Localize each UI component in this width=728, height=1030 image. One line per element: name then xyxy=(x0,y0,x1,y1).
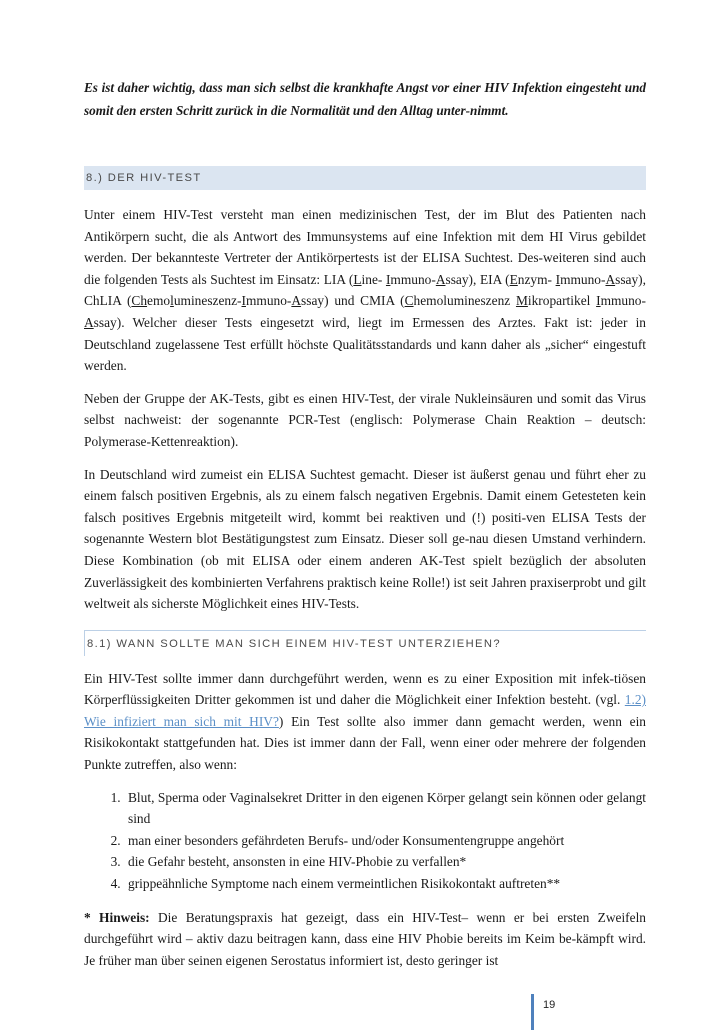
list-item: 1. Blut, Sperma oder Vaginalsekret Dritter in den eigenen Körper gelangt sein können oder gelangt sind xyxy=(124,787,646,830)
list-item: 4. grippeähnliche Symptome nach einem vermeintlichen Risikokontakt auftreten** xyxy=(124,873,646,895)
page-number: 19 xyxy=(543,999,556,1011)
risk-criteria-list xyxy=(84,787,646,895)
list-item: 2. man einer besonders gefährdeten Berufs- und/oder Konsumentengruppe angehört xyxy=(124,830,646,852)
paragraph-pcr-test: Neben der Gruppe der AK-Tests, gibt es einen HIV-Test, der virale Nukleinsäuren und somit das Virus selbst nachweist: der sogenannte PCR-Test (englisch: Polymerase Chain Reaktion – deutsch: Polymerase-Kettenreaktion). xyxy=(84,390,646,449)
paragraph-hiv-test-definition: Unter einem HIV-Test versteht man einen medizinischen Test, der im Blut des Patienten nach Antikörpern sucht, die als Antwort des Immunsystems auf eine Infektion mit dem HI Virus gebildet werden. Der bekannteste Vertreter der Antikörpertests ist der ELISA Suchtest. Des-weiteren sind auch die folgenden Tests als Suchtest im Einsatz: LIA (Line- Immuno-Assay), EIA (Enzym- Immuno-Assay), ChLIA (Chemolumineszenz-Immuno-Assay) und CMIA (Chemolumineszenz Mikropartikel Immuno-Assay). Welcher dieser Tests eingesetzt wird, liegt im Ermessen des Arztes. Fakt ist: jeder in Deutschland zugelassene Test erfüllt höchste Qualitätsstandards und kann daher als „sicher“ eingestuft werden. xyxy=(84,207,646,374)
list-item: 3. die Gefahr besteht, ansonsten in eine HIV-Phobie zu verfallen* xyxy=(124,851,646,873)
footer-accent-bar xyxy=(531,994,534,1030)
paragraph-elisa-test: In Deutschland wird zumeist ein ELISA Suchtest gemacht. Dieser ist äußerst genau und führt eher zu einem falsch positiven Ergebnis, als zu einem falsch negativen Ergebnis. Damit einem Getesteten kein falsch positives Ergebnis mitgeteilt wird, kommt bei reaktiven und (!) positi-ven ELISA Tests der sogenannte Western blot Bestätigungstest zum Einsatz. Dieser soll ge-nau diesen Umstand verhindern. Diese Kombination (ob mit ELISA oder einem anderen AK-Test spielt bezüglich der absoluten Zuverlässigkeit des kombinierten Verfahrens praktisch keine Rolle!) ist seit Jahren praxiserprobt und gilt weltweit als sicherste Möglichkeit eines HIV-Tests. xyxy=(84,466,646,612)
note-label: * Hinweis: xyxy=(84,909,150,925)
section-heading-when-to-test: 8.1) WANN SOLLTE MAN SICH EINEM HIV-TEST UNTERZIEHEN? xyxy=(84,630,646,656)
page-content xyxy=(84,76,646,971)
paragraph-note: * Hinweis: Die Beratungspraxis hat gezeigt, dass ein HIV-Test– wenn er bei ersten Zweifeln durchgeführt wird – aktiv dazu beitragen kann, dass eine HIV Phobie bereits im Keim be-kämpft wird. Je früher man über seinen eigenen Serostatus informiert ist, desto geringer ist xyxy=(84,909,646,968)
paragraph-when-to-test: Ein HIV-Test sollte immer dann durchgeführt werden, wenn es zu einer Exposition mit infek-tiösen Körperflüssigkeiten Dritter gekommen ist und daher die Möglichkeit einer Infektion besteht. (vgl. 1.2) Wie infiziert man sich mit HIV?) Ein Test sollte also immer dann gemacht werden, wenn ein Risikokontakt stattgefunden hat. Dies ist immer dann der Fall, wenn einer oder mehrere der folgenden Punkte zutreffen, also wenn: xyxy=(84,670,646,773)
cross-reference-link[interactable]: 1.2) Wie infiziert man sich mit HIV? xyxy=(84,692,646,729)
lead-paragraph: Es ist daher wichtig, dass man sich selbst die krankhafte Angst vor einer HIV Infektion eingesteht und somit den ersten Schritt zurück in die Normalität und den Alltag unter-nimmt. xyxy=(84,80,646,118)
section-heading-hiv-test: 8.) DER HIV-TEST xyxy=(84,166,646,190)
